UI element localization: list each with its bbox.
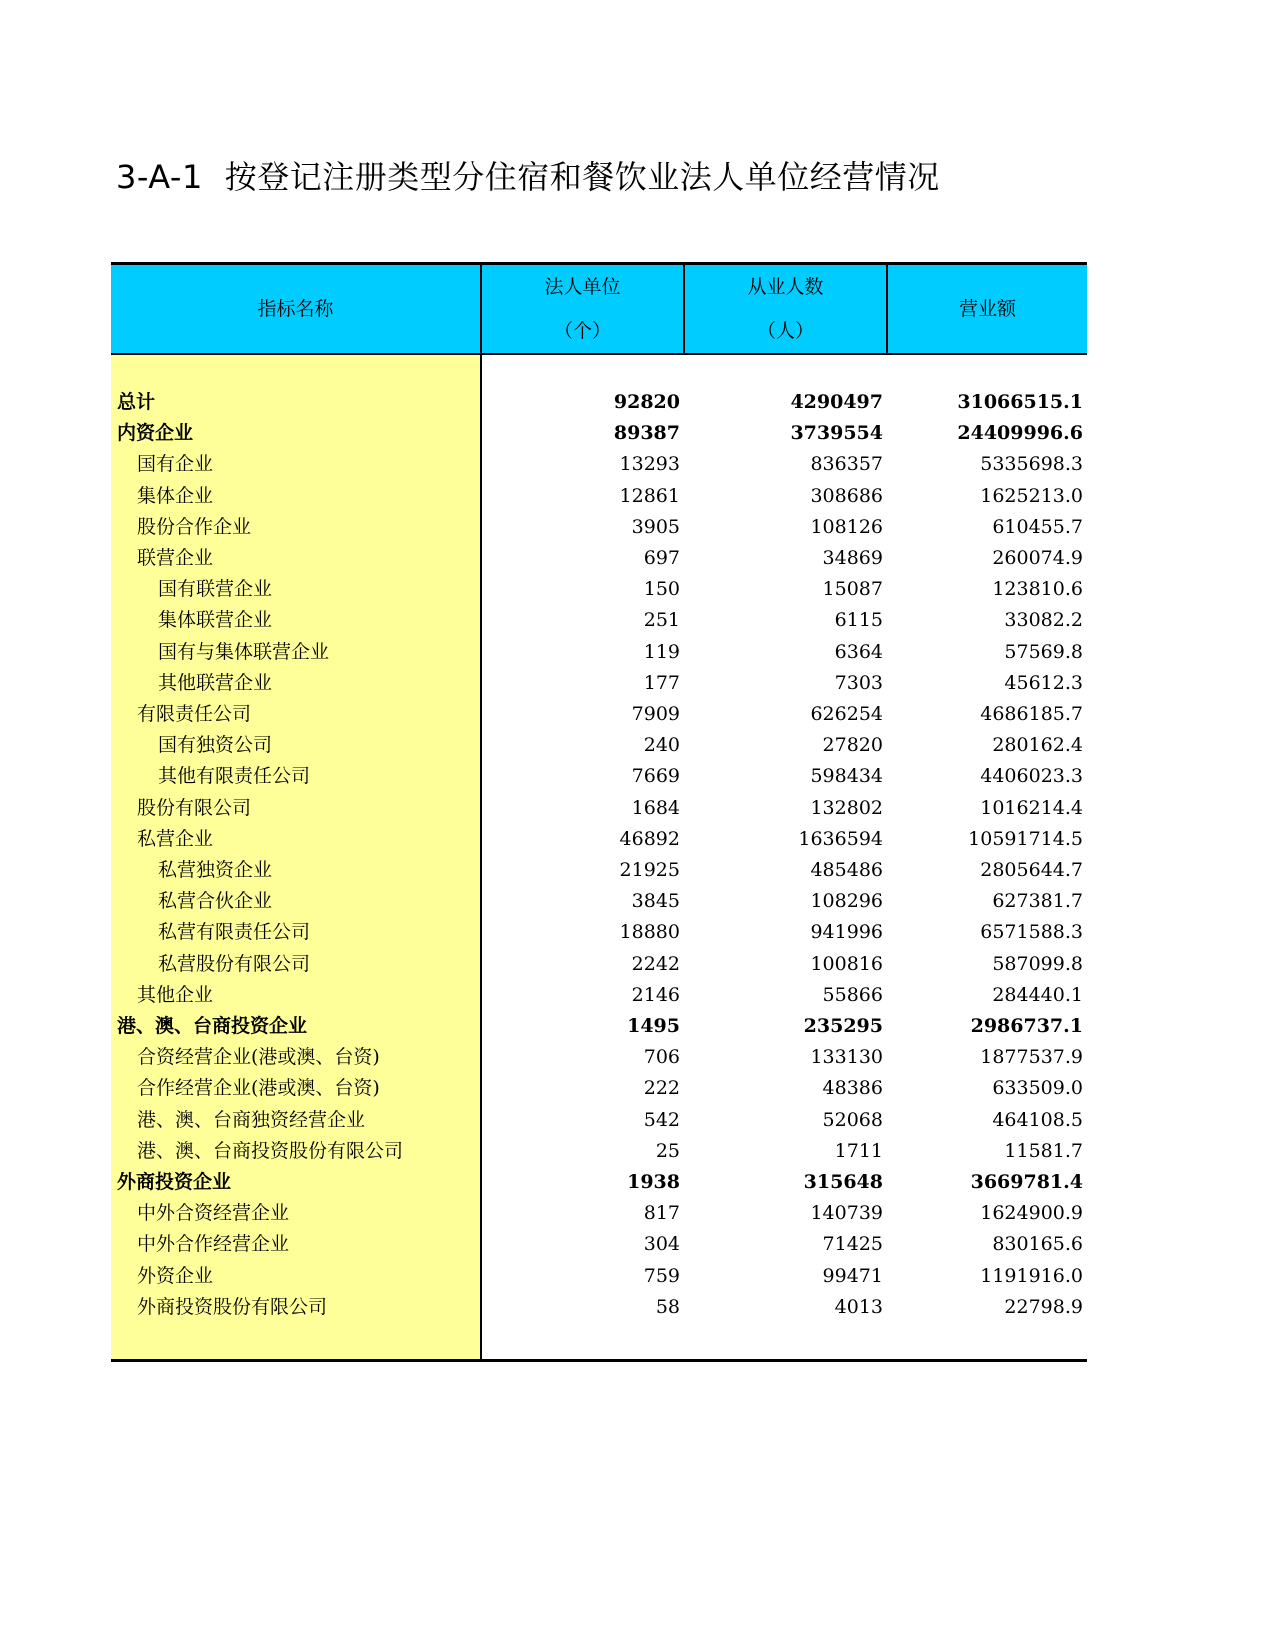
row-name: 有限责任公司 <box>111 699 481 730</box>
row-legal-units: 18880 <box>619 921 680 944</box>
table-row <box>111 917 1087 948</box>
row-revenue: 280162.4 <box>992 734 1083 757</box>
table-row <box>111 668 1087 699</box>
row-employees: 15087 <box>822 578 883 601</box>
data-table <box>111 262 1087 1362</box>
row-name: 国有企业 <box>111 449 481 480</box>
table-row <box>111 574 1087 605</box>
row-name: 总计 <box>111 387 481 418</box>
page-title <box>116 152 940 198</box>
row-name: 国有联营企业 <box>111 574 481 605</box>
row-revenue: 830165.6 <box>992 1233 1083 1256</box>
row-legal-units: 1938 <box>627 1171 680 1194</box>
row-revenue: 33082.2 <box>1004 609 1083 632</box>
row-revenue: 260074.9 <box>992 547 1083 570</box>
row-legal-units: 240 <box>643 734 680 757</box>
table-row <box>111 824 1087 855</box>
table-row <box>111 1261 1087 1292</box>
row-name: 联营企业 <box>111 543 481 574</box>
header-revenue: 营业额 <box>887 264 1087 355</box>
row-employees: 4013 <box>834 1295 883 1318</box>
table-row <box>111 605 1087 636</box>
row-revenue: 3669781.4 <box>970 1171 1083 1194</box>
table-row <box>111 1136 1087 1167</box>
row-revenue: 22798.9 <box>1004 1295 1083 1318</box>
header-indicator-name: 指标名称 <box>111 264 481 355</box>
row-legal-units: 817 <box>643 1202 680 1225</box>
row-employees: 71425 <box>822 1233 883 1256</box>
row-name: 私营独资企业 <box>111 855 481 886</box>
row-name: 外商投资股份有限公司 <box>111 1292 481 1323</box>
table-row <box>111 1292 1087 1323</box>
row-employees: 108296 <box>810 890 883 913</box>
row-name: 内资企业 <box>111 418 481 449</box>
row-legal-units: 706 <box>643 1046 680 1069</box>
row-employees: 485486 <box>810 859 883 882</box>
table-row <box>111 761 1087 792</box>
table-row <box>111 1073 1087 1104</box>
row-employees: 140739 <box>810 1202 883 1225</box>
row-revenue: 627381.7 <box>992 890 1083 913</box>
table-row <box>111 387 1087 418</box>
table-row <box>111 1011 1087 1042</box>
row-legal-units: 21925 <box>619 859 680 882</box>
table-title-text: 按登记注册类型分住宿和餐饮业法人单位经营情况 <box>224 158 940 196</box>
row-legal-units: 3905 <box>631 515 680 538</box>
row-revenue: 2986737.1 <box>970 1015 1083 1038</box>
row-name: 国有独资公司 <box>111 730 481 761</box>
row-employees: 52068 <box>822 1108 883 1131</box>
row-employees: 133130 <box>810 1046 883 1069</box>
row-name: 港、澳、台商投资企业 <box>111 1011 481 1042</box>
row-legal-units: 759 <box>643 1264 680 1287</box>
data-table-container <box>111 262 1087 1362</box>
row-employees: 4290497 <box>790 391 883 413</box>
row-legal-units: 251 <box>643 609 680 632</box>
row-revenue: 6571588.3 <box>980 921 1083 944</box>
row-employees: 626254 <box>810 703 883 726</box>
table-row <box>111 543 1087 574</box>
row-legal-units: 542 <box>643 1108 680 1131</box>
row-legal-units: 7669 <box>631 765 680 788</box>
table-row <box>111 481 1087 512</box>
row-revenue: 633509.0 <box>992 1077 1083 1100</box>
table-row <box>111 449 1087 480</box>
row-employees: 7303 <box>834 671 883 694</box>
row-revenue: 10591714.5 <box>968 827 1083 850</box>
row-revenue: 2805644.7 <box>980 859 1083 882</box>
row-revenue: 57569.8 <box>1004 640 1083 663</box>
row-employees: 1636594 <box>798 827 883 850</box>
row-legal-units: 89387 <box>613 422 680 445</box>
table-row <box>111 1042 1087 1073</box>
row-name: 外商投资企业 <box>111 1167 481 1198</box>
row-name: 港、澳、台商投资股份有限公司 <box>111 1136 481 1167</box>
row-employees: 48386 <box>822 1077 883 1100</box>
header-employees: 从业人数 （人） <box>684 264 887 355</box>
spacer-row <box>111 1323 1087 1361</box>
row-revenue: 610455.7 <box>992 515 1083 538</box>
row-legal-units: 12861 <box>619 484 680 507</box>
row-legal-units: 119 <box>643 640 680 663</box>
row-legal-units: 150 <box>643 578 680 601</box>
row-name: 国有与集体联营企业 <box>111 637 481 668</box>
row-revenue: 1191916.0 <box>980 1264 1083 1287</box>
table-row <box>111 949 1087 980</box>
row-revenue: 31066515.1 <box>957 391 1083 413</box>
table-code: 3-A-1 <box>116 158 203 196</box>
table-row <box>111 730 1087 761</box>
row-revenue: 24409996.6 <box>957 422 1083 445</box>
spacer-row <box>111 354 1087 387</box>
row-revenue: 11581.7 <box>1004 1139 1083 1162</box>
row-employees: 99471 <box>822 1264 883 1287</box>
row-employees: 235295 <box>803 1015 883 1038</box>
row-legal-units: 13293 <box>619 453 680 476</box>
row-legal-units: 1684 <box>631 796 680 819</box>
row-employees: 1711 <box>834 1139 883 1162</box>
row-revenue: 1877537.9 <box>980 1046 1083 1069</box>
table-row <box>111 793 1087 824</box>
row-legal-units: 25 <box>655 1139 680 1162</box>
table-row <box>111 418 1087 449</box>
row-revenue: 45612.3 <box>1004 671 1083 694</box>
table-row <box>111 1105 1087 1136</box>
row-name: 集体企业 <box>111 481 481 512</box>
row-legal-units: 3845 <box>631 890 680 913</box>
table-row <box>111 855 1087 886</box>
table-row <box>111 1229 1087 1260</box>
table-row <box>111 886 1087 917</box>
table-row <box>111 512 1087 543</box>
row-legal-units: 1495 <box>627 1015 680 1038</box>
row-revenue: 587099.8 <box>992 952 1083 975</box>
row-name: 合作经营企业(港或澳、台资) <box>111 1073 481 1104</box>
row-employees: 108126 <box>810 515 883 538</box>
row-legal-units: 697 <box>643 547 680 570</box>
row-legal-units: 304 <box>643 1233 680 1256</box>
row-employees: 132802 <box>810 796 883 819</box>
row-name: 股份有限公司 <box>111 793 481 824</box>
row-legal-units: 177 <box>643 671 680 694</box>
row-revenue: 1624900.9 <box>980 1202 1083 1225</box>
row-employees: 6115 <box>834 609 883 632</box>
row-revenue: 123810.6 <box>992 578 1083 601</box>
table-row <box>111 637 1087 668</box>
row-name: 外资企业 <box>111 1261 481 1292</box>
row-name: 合资经营企业(港或澳、台资) <box>111 1042 481 1073</box>
table-row <box>111 1198 1087 1229</box>
row-revenue: 4686185.7 <box>980 703 1083 726</box>
row-legal-units: 2146 <box>631 983 680 1006</box>
row-legal-units: 46892 <box>619 827 680 850</box>
row-revenue: 1016214.4 <box>980 796 1083 819</box>
row-employees: 315648 <box>803 1171 883 1194</box>
row-legal-units: 92820 <box>613 391 680 413</box>
row-legal-units: 2242 <box>631 952 680 975</box>
row-name: 私营股份有限公司 <box>111 949 481 980</box>
row-revenue: 464108.5 <box>992 1108 1083 1131</box>
row-employees: 308686 <box>810 484 883 507</box>
row-name: 其他有限责任公司 <box>111 761 481 792</box>
row-employees: 55866 <box>822 983 883 1006</box>
row-employees: 100816 <box>810 952 883 975</box>
row-employees: 3739554 <box>790 422 883 445</box>
table-row <box>111 699 1087 730</box>
row-revenue: 284440.1 <box>992 983 1083 1006</box>
row-employees: 34869 <box>822 547 883 570</box>
table-body <box>111 354 1087 1361</box>
row-legal-units: 58 <box>655 1295 680 1318</box>
header-legal-units: 法人单位 （个） <box>481 264 684 355</box>
row-name: 港、澳、台商独资经营企业 <box>111 1105 481 1136</box>
table-header <box>111 264 1087 355</box>
row-revenue: 1625213.0 <box>980 484 1083 507</box>
row-name: 其他企业 <box>111 980 481 1011</box>
table-row <box>111 1167 1087 1198</box>
table-row <box>111 980 1087 1011</box>
row-employees: 6364 <box>834 640 883 663</box>
row-name: 其他联营企业 <box>111 668 481 699</box>
row-name: 集体联营企业 <box>111 605 481 636</box>
row-legal-units: 222 <box>643 1077 680 1100</box>
row-name: 股份合作企业 <box>111 512 481 543</box>
row-employees: 598434 <box>810 765 883 788</box>
row-name: 私营企业 <box>111 824 481 855</box>
row-revenue: 5335698.3 <box>980 453 1083 476</box>
row-employees: 27820 <box>822 734 883 757</box>
row-legal-units: 7909 <box>631 703 680 726</box>
row-name: 中外合资经营企业 <box>111 1198 481 1229</box>
row-name: 私营有限责任公司 <box>111 917 481 948</box>
row-employees: 941996 <box>810 921 883 944</box>
row-employees: 836357 <box>810 453 883 476</box>
row-name: 中外合作经营企业 <box>111 1229 481 1260</box>
row-revenue: 4406023.3 <box>980 765 1083 788</box>
row-name: 私营合伙企业 <box>111 886 481 917</box>
